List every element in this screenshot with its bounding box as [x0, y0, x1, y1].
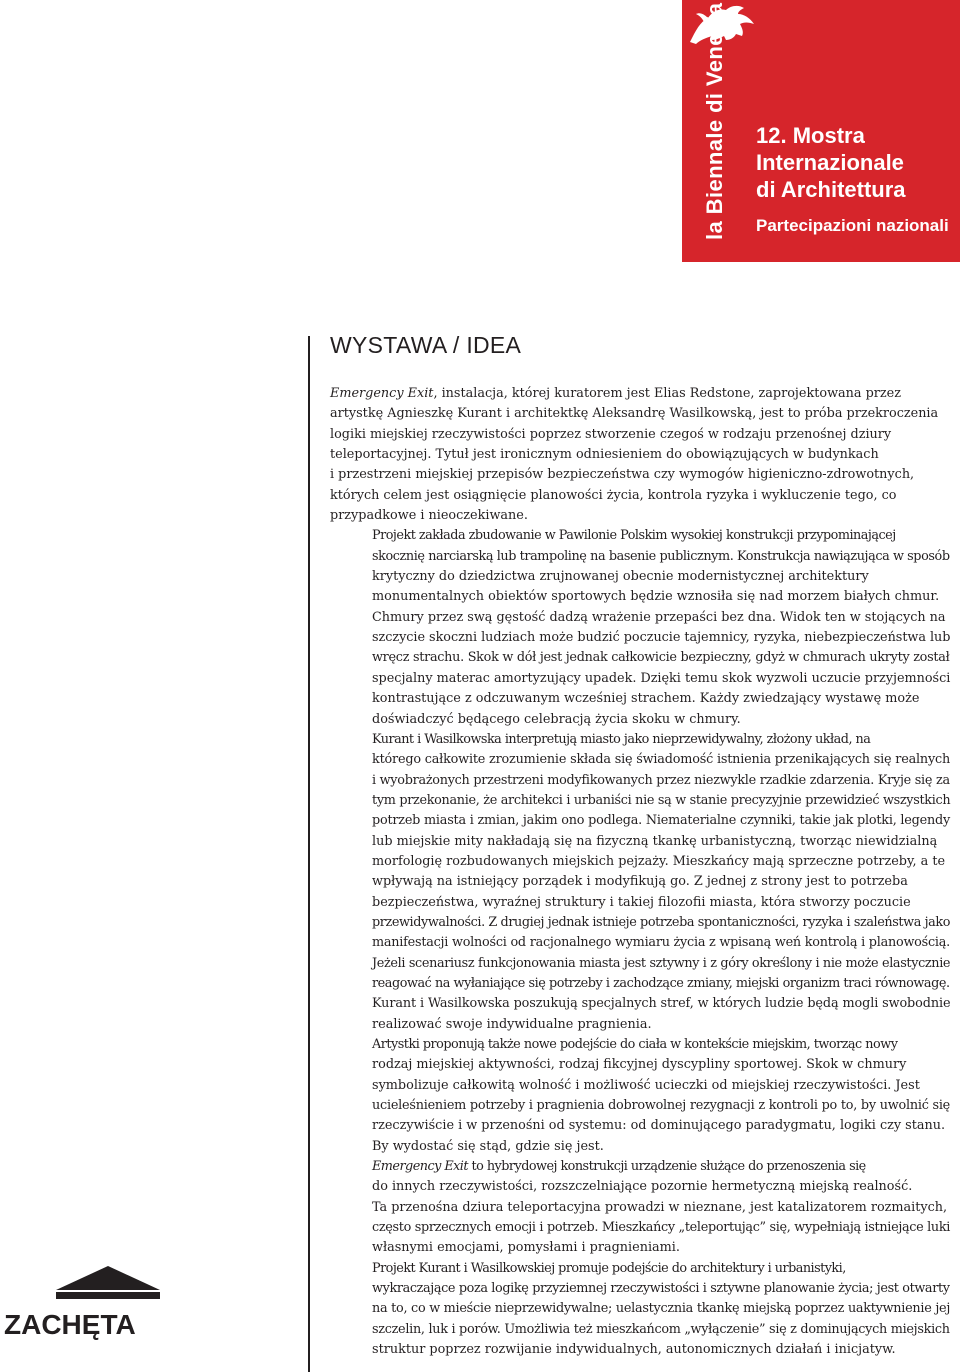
- text-line: [330, 994, 950, 1014]
- text-line: [330, 384, 950, 404]
- text-run: przypadkowe i nieoczekiwane.: [330, 508, 528, 524]
- exhibition-title-line: Internazionale: [756, 150, 904, 175]
- text-line: [330, 913, 950, 933]
- text-run: skocznię narciarską lub trampolinę na basenie publicznym. Konstrukcja nawiązująca w sposób: [372, 548, 950, 564]
- text-run: specjalny materac amortyzujący upadek. Dzięki temu skok wyzwoli uczucie przyjemności: [372, 670, 951, 686]
- section-title: WYSTAWA / IDEA: [330, 332, 522, 358]
- text-run: rzeczywiście i w przenośni od systemu: od dominującego paradygmatu, logiki czy stanu.: [372, 1118, 946, 1134]
- zacheta-roof-icon: [56, 1266, 160, 1290]
- text-line: [330, 750, 950, 770]
- exhibition-subtitle: Partecipazioni nazionali: [756, 216, 949, 235]
- text-run: By wydostać się stąd, gdzie się jest.: [372, 1138, 604, 1154]
- text-run: Projekt Kurant i Wasilkowskiej promuje podejście do architektury i urbanistyki,: [372, 1260, 846, 1276]
- text-run: artystkę Agnieszkę Kurant i architektkę Aleksandrę Wasilkowską, jest to próba przekroczenia: [330, 406, 939, 422]
- text-line: [330, 974, 950, 994]
- italic-title: Emergency Exit: [372, 1159, 468, 1175]
- text-run: do innych rzeczywistości, rozszczelniające pozornie hermetyczną miejską realność.: [372, 1179, 913, 1195]
- text-line: [330, 791, 950, 811]
- text-run: szczelin, luk i porów. Umożliwia też mieszkańcom „wyłączenie” się z dominujących miejskich: [372, 1321, 950, 1337]
- text-line: [330, 526, 950, 546]
- text-line: [330, 1035, 950, 1055]
- zacheta-bar-icon: [56, 1292, 160, 1299]
- paragraph: [330, 1259, 950, 1361]
- text-run: tym przekonanie, że architekci i urbaniści nie są w stanie precyzyjnie przewidzieć wszystkich: [372, 792, 951, 808]
- text-line: [330, 1157, 950, 1177]
- text-line: [330, 404, 950, 424]
- text-line: [330, 832, 950, 852]
- text-run: , instalacja, której kuratorem jest Elias Redstone, zaprojektowana przez: [433, 386, 901, 401]
- text-line: [330, 811, 950, 831]
- text-run: Artystki proponują także nowe podejście do ciała w kontekście miejskim, tworząc nowy: [372, 1037, 898, 1052]
- text-run: logiki miejskiej rzeczywistości poprzez stworzenie czegoś w rodzaju przenośnej dziury: [330, 426, 892, 442]
- paragraph: [330, 526, 950, 729]
- text-run: rodzaj miejskiej aktywności, rodzaj fikcyjnej dyscypliny sportowej. Skok w chmury: [372, 1057, 907, 1073]
- text-line: [330, 547, 950, 567]
- text-line: [330, 486, 950, 506]
- biennale-vertical-title: la Biennale di Venezia: [702, 2, 727, 240]
- text-line: [330, 1198, 950, 1218]
- text-line: [330, 1076, 950, 1096]
- biennale-header-panel: [682, 0, 960, 262]
- text-run: reagować na wyłaniające się potrzeby i zachodzące zmiany, miejski organizm traci równowagę.: [372, 975, 950, 991]
- text-line: [330, 933, 950, 953]
- text-line: [330, 1055, 950, 1075]
- text-line: [330, 730, 950, 750]
- text-line: [330, 872, 950, 892]
- text-run: potrzeb miasta i zmian, jakim ono podlega. Niematerialne czynniki, takie jak plotki, legendy: [372, 813, 950, 829]
- text-run: doświadczyć będącego celebracją życia skoku w chmury.: [372, 711, 741, 727]
- text-line: [330, 954, 950, 974]
- text-line: [330, 445, 950, 465]
- text-run: szczycie skoczni ludziach może budzić poczucie tajemnicy, ryzyka, niebezpieczeństwa lub: [372, 630, 951, 646]
- text-line: [330, 1259, 950, 1279]
- text-run: teleportacyjnej. Tytuł jest ironicznym odniesieniem do obowiązujących w budynkach: [330, 447, 879, 463]
- text-run: Ta przenośna dziura teleportacyjna prowadzi w nieznane, jest katalizatorem rozmaitych,: [372, 1199, 948, 1215]
- exhibition-title-line: 12. Mostra: [756, 123, 865, 148]
- text-run: ucieleśnieniem potrzeby i pragnienia dobrowolnej rezygnacji z kontroli po to, by uwolnić się: [372, 1098, 951, 1114]
- text-run: i przestrzeni miejskiej przepisów bezpieczeństwa czy wymogów higieniczno-zdrowotnych,: [330, 467, 915, 483]
- text-line: [330, 1218, 950, 1238]
- text-line: [330, 648, 950, 668]
- paragraph: [330, 1035, 950, 1157]
- zacheta-logo-text: ZACHĘTA: [4, 1309, 136, 1340]
- text-line: [330, 1116, 950, 1136]
- text-run: to hybrydowej konstrukcji urządzenie służące do przenoszenia się: [467, 1159, 866, 1175]
- text-run: monumentalnych obiektów sportowych będzie wznosiła się nad morzem białych chmur.: [372, 589, 940, 605]
- text-line: [330, 1279, 950, 1299]
- text-line: [330, 506, 950, 526]
- text-line: [330, 587, 950, 607]
- text-line: [330, 1096, 950, 1116]
- exhibition-title: [756, 122, 906, 203]
- text-run: Kurant i Wasilkowska interpretują miasto jako nieprzewidywalny, złożony układ, na: [372, 731, 871, 747]
- text-line: [330, 1238, 950, 1258]
- text-line: [330, 1137, 950, 1157]
- text-run: których celem jest osiągnięcie planowości życia, kontrola ryzyka i wykluczenie tego, co: [330, 487, 897, 503]
- text-line: [330, 893, 950, 913]
- text-line: [330, 1299, 950, 1319]
- text-run: wykraczające poza logikę przyziemnej rzeczywistości i sztywne planowanie życia; jest otwarty: [372, 1281, 950, 1297]
- text-line: [330, 1015, 950, 1035]
- paragraph: [330, 384, 950, 526]
- paragraph: [330, 730, 950, 1035]
- text-line: [330, 1177, 950, 1197]
- text-run: Chmury przez swą gęstość dadzą wrażenie przepaści bez dna. Widok ten w stojących na: [372, 609, 946, 625]
- text-run: symbolizuje całkowitą wolność i możliwość ucieczki od miejskiej rzeczywistości. Jest: [372, 1077, 920, 1093]
- text-line: [330, 1340, 950, 1360]
- text-run: własnymi emocjami, pomysłami i pragnieniami.: [372, 1240, 680, 1256]
- text-run: morfologię rozbudowanych miejskich pejzaży. Mieszkańcy mają sprzeczne potrzeby, a te: [372, 853, 946, 869]
- text-run: Projekt zakłada zbudowanie w Pawilonie Polskim wysokiej konstrukcji przypominającej: [372, 528, 896, 544]
- text-run: kontrastujące z odczuwanym wcześniej strachem. Każdy zwiedzający wystawę może: [372, 691, 920, 707]
- vertical-divider: [308, 336, 310, 1372]
- text-line: [330, 771, 950, 791]
- text-line: [330, 689, 950, 709]
- text-run: Kurant i Wasilkowska poszukują specjalnych stref, w których ludzie będą mogli swobodnie: [372, 996, 951, 1012]
- text-line: [330, 608, 950, 628]
- text-run: Jeżeli scenariusz funkcjonowania miasta jest sztywny i z góry określony i nie może elastycznie: [372, 955, 951, 971]
- text-run: wpływają na istniejący porządek i modyfikują go. Z jednej z strony jest to potrzeba: [372, 874, 908, 890]
- text-run: przewidywalności. Z drugiej jednak istnieje potrzeba spontaniczności, ryzyka i szaleństwa jako: [372, 914, 951, 930]
- text-line: [330, 465, 950, 485]
- text-line: [330, 852, 950, 872]
- paragraph: [330, 1157, 950, 1259]
- exhibition-title-line: di Architettura: [756, 177, 906, 202]
- text-run: i wyobrażonych przestrzeni modyfikowanych przez niezwykle rzadkie zdarzenia. Kryje się za: [372, 772, 950, 788]
- italic-title: Emergency Exit: [330, 386, 434, 401]
- text-line: [330, 669, 950, 689]
- text-run: krytyczny do dziedzictwa zrujnowanej obecnie modernistycznej architektury: [372, 569, 869, 585]
- text-run: często sprzecznych emocji i potrzeb. Mieszkańcy „teleportując” się, wypełniają istniejące luki: [372, 1220, 951, 1236]
- text-run: na to, co w mieście nieprzewidywalne; uelastycznia tkankę miejską poprzez uaktywnienie jej: [372, 1301, 951, 1317]
- text-run: lub miejskie mity nakładają się na fizyczną tkankę urbanistyczną, tworząc niewidzialną: [372, 833, 938, 849]
- text-run: którego całkowite zrozumienie składa się świadomość istnienia przenikających się realnych: [372, 752, 951, 768]
- text-run: manifestacji wolności od racjonalnego wymiaru życia z wpisaną weń kontrolą i planowością.: [372, 935, 950, 951]
- article-body: [330, 384, 950, 1361]
- text-line: [330, 710, 950, 730]
- text-line: [330, 425, 950, 445]
- text-run: bezpieczeństwa, wyraźnej struktury i takiej filozofii miasta, która stworzy poczucie: [372, 894, 911, 910]
- text-line: [330, 567, 950, 587]
- text-line: [330, 1320, 950, 1340]
- text-run: realizować swoje indywidualne pragnienia.: [372, 1016, 652, 1032]
- zacheta-logo: [4, 1266, 204, 1342]
- text-run: wręcz strachu. Skok w dół jest jednak całkowicie bezpieczny, gdyż w chmurach ukryty został: [372, 650, 950, 666]
- text-run: struktur poprzez rozwijanie indywidualnych, autonomicznych działań i inicjatyw.: [372, 1342, 896, 1358]
- text-line: [330, 628, 950, 648]
